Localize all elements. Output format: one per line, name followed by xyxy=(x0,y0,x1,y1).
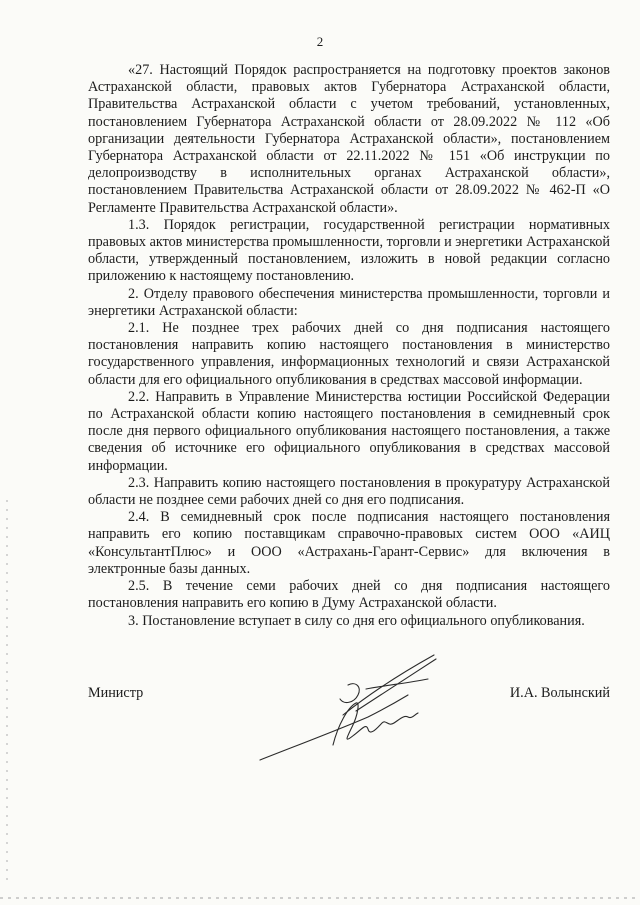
document-body xyxy=(88,62,610,630)
paragraph-27: «27. Настоящий Порядок распространяется на подготовку проектов законов Астраханской области, правовых актов Губернатора Астраханской области, Правительства Астраханской области с учетом требований, установленных, постановлением Губернатора Астраханской области от 28.09.2022 № 112 «Об организации деятельности Губернатора Астраханской области», постановлением Губернатора Астраханской области от 22.11.2022 № 151 «Об инструкции по делопроизводству в исполнительных органах Астраханской области», постановлением Правительства Астраханской области от 28.09.2022 № 462-П «О Регламенте Правительства Астраханской области». xyxy=(88,62,610,216)
paragraph-1-3: 1.3. Порядок регистрации, государственной регистрации нормативных правовых актов министерства промышленности, торговли и энергетики Астраханской области, утвержденный постановлением, изложить в новой редакции согласно приложению к настоящему постановлению. xyxy=(88,216,610,285)
paragraph-2: 2. Отделу правового обеспечения министерства промышленности, торговли и энергетики Астраханской области: xyxy=(88,285,610,319)
paragraph-2-2: 2.2. Направить в Управление Министерства юстиции Российской Федерации по Астраханской области копию настоящего постановления в семидневный срок после дня первого официального опубликования настоящего постановления, а также сведения об источнике его официального опубликования в средствах массовой информации. xyxy=(88,388,610,474)
scan-edge-marks xyxy=(6,500,8,880)
scan-bottom-edge xyxy=(0,897,640,899)
paragraph-2-5: 2.5. В течение семи рабочих дней со дня подписания настоящего постановления направить его копию в Думу Астраханской области. xyxy=(88,578,610,612)
signature-block xyxy=(88,685,610,785)
paragraph-2-1: 2.1. Не позднее трех рабочих дней со дня подписания настоящего постановления направить копию настоящего постановления в министерство государственного управления, информационных технологий и связи Астраханской области для его официального опубликования в средствах массовой информации. xyxy=(88,320,610,388)
handwritten-signature xyxy=(248,645,458,775)
paragraph-2-4: 2.4. В семидневный срок после подписания настоящего постановления направить его копию поставщикам справочно-правовых систем ООО «АИЦ «КонсультантПлюс» и ООО «Астрахань-Гарант-Сервис» для включения в электронные базы данных. xyxy=(88,509,610,577)
signer-name: И.А. Волынский xyxy=(509,685,610,701)
paragraph-3: 3. Постановление вступает в силу со дня его официального опубликования. xyxy=(128,612,585,629)
page-number: 2 xyxy=(316,34,324,49)
signer-role: Министр xyxy=(88,685,144,701)
paragraph-2-3: 2.3. Направить копию настоящего постановления в прокуратуру Астраханской области не позднее семи рабочих дней со дня его подписания. xyxy=(88,474,610,509)
